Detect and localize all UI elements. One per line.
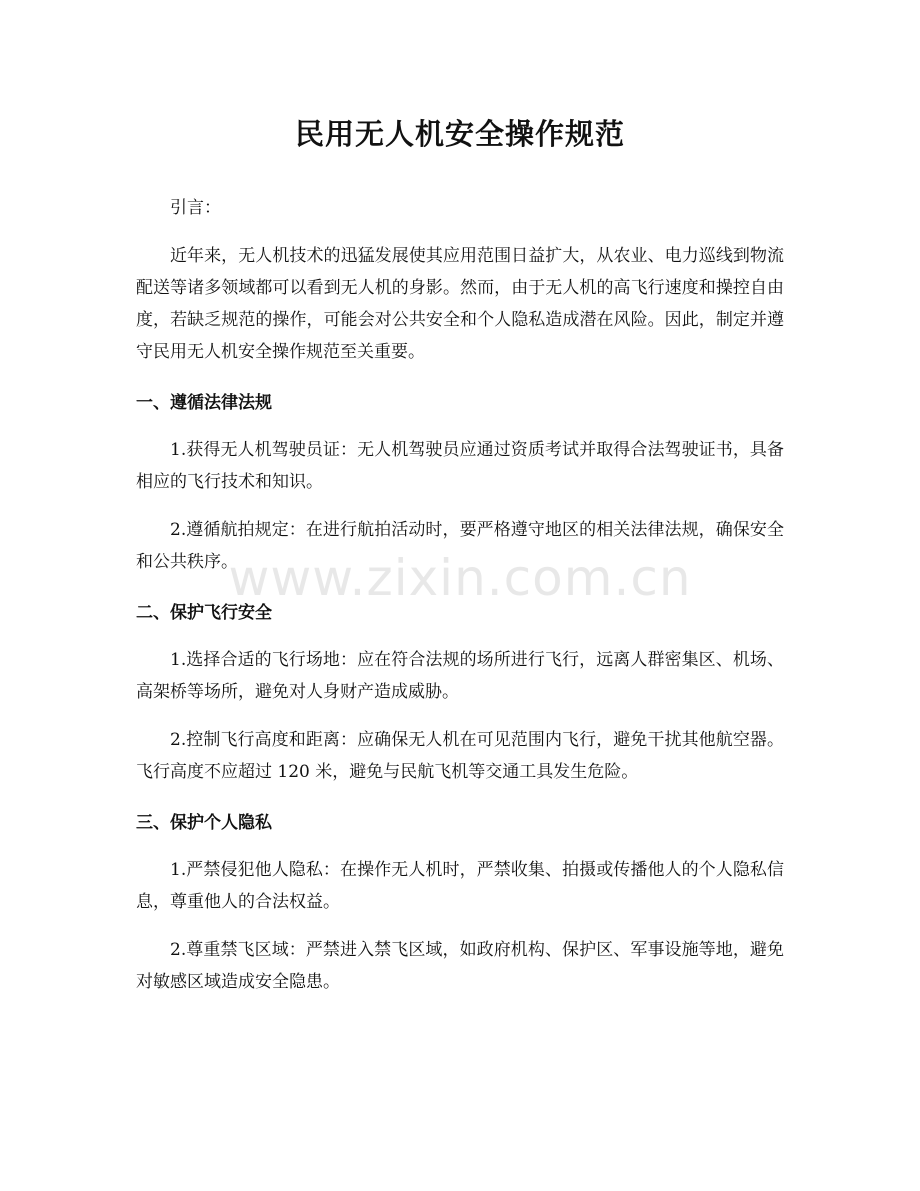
section-flight-safety	[136, 598, 784, 788]
section-item: 2.控制飞行高度和距离：应确保无人机在可见范围内飞行，避免干扰其他航空器。飞行高度不应超过 120 米，避免与民航飞机等交通工具发生危险。	[136, 730, 784, 782]
section-privacy	[136, 808, 784, 998]
document-title: 民用无人机安全操作规范	[294, 117, 625, 151]
section-item: 1.选择合适的飞行场地：应在符合法规的场所进行飞行，远离人群密集区、机场、高架桥等场所，避免对人身财产造成威胁。	[136, 650, 784, 702]
watermark: www.zixin.com.cn	[228, 549, 692, 607]
intro-label: 引言：	[170, 198, 221, 218]
section-heading: 二、保护飞行安全	[136, 603, 272, 623]
section-laws	[136, 388, 784, 578]
section-heading: 一、遵循法律法规	[136, 393, 272, 413]
section-heading: 三、保护个人隐私	[136, 813, 272, 833]
intro-paragraph: 近年来，无人机技术的迅猛发展使其应用范围日益扩大，从农业、电力巡线到物流配送等诸多领域都可以看到无人机的身影。然而，由于无人机的高飞行速度和操控自由度，若缺乏规范的操作，可能会对公共安全和个人隐私造成潜在风险。因此，制定并遵守民用无人机安全操作规范至关重要。	[136, 246, 784, 362]
section-item: 1.严禁侵犯他人隐私：在操作无人机时，严禁收集、拍摄或传播他人的个人隐私信息，尊重他人的合法权益。	[136, 860, 784, 912]
section-item: 2.尊重禁飞区域：严禁进入禁飞区域，如政府机构、保护区、军事设施等地，避免对敏感区域造成安全隐患。	[136, 940, 784, 992]
section-item: 1.获得无人机驾驶员证：无人机驾驶员应通过资质考试并取得合法驾驶证书，具备相应的飞行技术和知识。	[136, 440, 784, 492]
section-item: 2.遵循航拍规定：在进行航拍活动时，要严格遵守地区的相关法律法规，确保安全和公共秩序。	[136, 520, 784, 572]
